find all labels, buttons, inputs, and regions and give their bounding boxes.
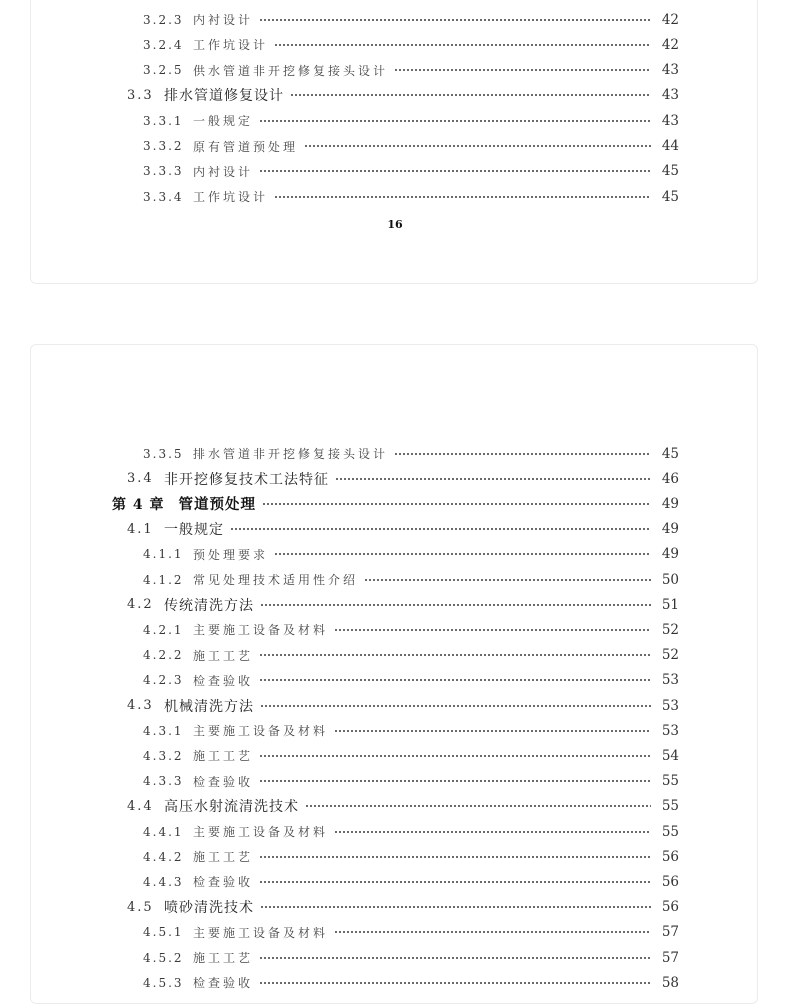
toc-entry[interactable] <box>0 920 790 945</box>
toc-entry-number: 4.5 <box>127 899 154 915</box>
toc-entry-page: 43 <box>661 112 679 129</box>
toc-entry-title: 检查验收 <box>193 673 254 688</box>
page-number: 16 <box>387 218 403 231</box>
toc-entry-page: 55 <box>661 773 679 790</box>
toc-entry[interactable] <box>0 7 790 32</box>
dot-leader <box>334 831 651 833</box>
toc-entry-title: 施工工艺 <box>193 648 254 663</box>
toc-entry-title: 内衬设计 <box>193 164 254 179</box>
toc-entry-page: 49 <box>661 521 679 538</box>
dot-leader <box>364 579 651 581</box>
toc-entry[interactable] <box>0 819 790 844</box>
toc-entry-page: 55 <box>661 823 679 840</box>
toc-entry-number: 3.2.3 <box>143 12 184 27</box>
toc-entry-title: 一般规定 <box>164 522 224 539</box>
toc-entry-title: 排水管道非开挖修复接头设计 <box>193 447 389 461</box>
toc-entry[interactable] <box>0 743 790 768</box>
toc-entry[interactable] <box>0 134 790 159</box>
dot-leader <box>394 69 651 71</box>
toc-entry-title: 机械清洗方法 <box>164 698 254 715</box>
toc-entry-number: 3.3 <box>127 87 154 103</box>
toc-entry-number: 4.4.2 <box>143 849 184 864</box>
toc-entry-number: 4.3 <box>127 698 154 713</box>
toc-entry-number: 4.4.1 <box>143 824 184 839</box>
toc-entry-number: 4.5.1 <box>143 925 184 940</box>
toc-entry[interactable] <box>0 769 790 794</box>
toc-entry[interactable] <box>0 668 790 693</box>
toc-entry-number: 3.3.1 <box>143 113 184 128</box>
dot-leader <box>259 120 651 122</box>
toc-entry-title: 施工工艺 <box>193 749 254 764</box>
toc-entry[interactable] <box>0 567 790 592</box>
dot-leader <box>230 528 651 530</box>
dot-leader <box>259 881 651 883</box>
toc-entry-page: 43 <box>661 62 679 79</box>
toc-entry-number: 3.3.4 <box>143 189 184 204</box>
dot-leader <box>335 478 651 480</box>
dot-leader <box>259 755 651 757</box>
toc-entry-title: 排水管道修复设计 <box>164 88 284 105</box>
toc-entry-page: 56 <box>661 873 679 890</box>
dot-leader <box>274 44 651 46</box>
toc-entry-title: 一般规定 <box>193 114 254 129</box>
toc-entry-number: 3.3.3 <box>143 164 184 179</box>
toc-entry-page: 49 <box>661 495 679 512</box>
toc-entry[interactable] <box>0 869 790 894</box>
toc-entry-number: 4.3.1 <box>143 723 184 738</box>
toc-entry-title: 原有管道预处理 <box>193 139 299 154</box>
toc-entry-number: 4.5.3 <box>143 975 184 990</box>
toc-entry-number: 3.2.4 <box>143 37 184 52</box>
toc-entry-page: 53 <box>661 722 679 739</box>
toc-entry-page: 50 <box>661 571 679 588</box>
toc-entry[interactable] <box>0 83 790 108</box>
toc-entry-number: 4.1.1 <box>143 547 184 562</box>
toc-entry-number: 4.3.2 <box>143 748 184 763</box>
toc-entry-page: 45 <box>661 445 679 462</box>
toc-entry-title: 检查验收 <box>193 976 254 991</box>
toc-entry[interactable] <box>0 718 790 743</box>
toc-entry[interactable] <box>0 491 790 516</box>
toc-entry-page: 54 <box>661 747 679 764</box>
toc-entry-number: 4.4 <box>127 798 154 814</box>
toc-entry-number: 4.1 <box>127 521 154 537</box>
toc-entry-page: 46 <box>661 470 679 487</box>
toc-entry-number: 3.4 <box>127 471 154 487</box>
toc-entry[interactable] <box>0 693 790 718</box>
toc-entry[interactable] <box>0 441 790 466</box>
toc-entry-title: 施工工艺 <box>193 951 254 965</box>
dot-leader <box>274 553 651 555</box>
toc-entry-page: 44 <box>661 138 679 154</box>
toc-entry[interactable] <box>0 794 790 819</box>
toc-entry-number: 4.5.2 <box>143 950 184 965</box>
toc-entry-number: 4.2 <box>127 597 154 613</box>
dot-leader <box>304 145 651 147</box>
dot-leader <box>259 982 651 984</box>
toc-entry-page: 55 <box>661 798 679 815</box>
dot-leader <box>260 604 651 606</box>
toc-entry-page: 42 <box>661 11 679 28</box>
toc-entry-title: 检查验收 <box>193 875 254 890</box>
toc-entry[interactable] <box>0 542 790 567</box>
toc-entry-number: 3.3.5 <box>143 446 184 461</box>
toc-entry-page: 53 <box>661 672 679 689</box>
toc-entry[interactable] <box>0 617 790 642</box>
toc-entry-number: 4.3.3 <box>143 774 184 789</box>
toc-entry-page: 45 <box>661 163 679 180</box>
toc-entry-page: 56 <box>661 848 679 865</box>
toc-entry-page: 52 <box>661 647 679 664</box>
toc-entry-title: 工作坑设计 <box>193 38 269 53</box>
toc-entry-number: 3.2.5 <box>143 63 184 78</box>
toc-entry[interactable] <box>0 844 790 869</box>
toc-entry-number: 4.2.2 <box>143 648 184 663</box>
toc-entry-title: 常见处理技术适用性介绍 <box>193 573 359 587</box>
dot-leader <box>334 629 651 631</box>
toc-entry-title: 主要施工设备及材料 <box>193 925 329 940</box>
dot-leader <box>260 705 651 707</box>
toc-entry-title: 主要施工设备及材料 <box>193 825 329 839</box>
dot-leader <box>259 679 651 681</box>
toc-entry-page: 57 <box>661 949 679 966</box>
toc-entry[interactable] <box>0 159 790 184</box>
toc-entry-title: 检查验收 <box>193 774 254 789</box>
toc-entry-title: 预处理要求 <box>193 547 269 562</box>
toc-entry[interactable] <box>0 184 790 209</box>
toc-entry-page: 58 <box>661 974 679 991</box>
toc-entry-page: 57 <box>661 924 679 941</box>
dot-leader <box>260 906 651 908</box>
dot-leader <box>259 654 651 656</box>
toc-entry-page: 51 <box>661 596 679 613</box>
dot-leader <box>290 94 651 96</box>
toc-entry-page: 53 <box>661 697 679 714</box>
toc-entry[interactable] <box>0 32 790 57</box>
toc-entry-number: 4.2.3 <box>143 673 184 688</box>
dot-leader <box>259 856 651 858</box>
toc-entry-number: 4.4.3 <box>143 874 184 889</box>
toc-entry[interactable] <box>0 466 790 491</box>
dot-leader <box>259 780 651 782</box>
dot-leader <box>334 730 651 732</box>
toc-entry-page: 49 <box>661 546 679 563</box>
toc-entry-page: 42 <box>661 36 679 53</box>
dot-leader <box>259 957 651 959</box>
dot-leader <box>394 453 651 455</box>
toc-entry-page: 43 <box>661 87 679 104</box>
toc-entry[interactable] <box>0 970 790 995</box>
dot-leader <box>274 196 651 198</box>
toc-entry-page: 52 <box>661 621 679 638</box>
toc-entry-title: 高压水射流清洗技术 <box>164 799 299 816</box>
toc-entry-title: 内衬设计 <box>193 13 254 27</box>
toc-entry-title: 喷砂清洗技术 <box>164 900 254 917</box>
toc-entry-title: 供水管道非开挖修复接头设计 <box>193 63 389 78</box>
toc-entry[interactable] <box>0 945 790 970</box>
toc-entry[interactable] <box>0 58 790 83</box>
toc-entry-number: 3.3.2 <box>143 139 184 153</box>
dot-leader <box>262 503 651 505</box>
toc-entry-title: 管道预处理 <box>178 496 256 514</box>
dot-leader <box>334 931 651 933</box>
toc-entry[interactable] <box>0 643 790 668</box>
toc-entry-title: 主要施工设备及材料 <box>193 724 329 739</box>
toc-entry-number: 第 4 章 <box>112 496 165 513</box>
toc-entry[interactable] <box>0 517 790 542</box>
toc-entry[interactable] <box>0 592 790 617</box>
toc-entry-number: 4.1.2 <box>143 572 184 587</box>
toc-entry-page: 45 <box>661 188 679 205</box>
toc-entry-title: 施工工艺 <box>193 850 254 865</box>
toc-entry-title: 传统清洗方法 <box>164 597 254 614</box>
toc-entry-page: 56 <box>661 899 679 916</box>
toc-entry-number: 4.2.1 <box>143 622 184 637</box>
toc-entry-title: 主要施工设备及材料 <box>193 623 329 638</box>
dot-leader <box>305 805 651 807</box>
toc-entry-title: 工作坑设计 <box>193 190 269 205</box>
dot-leader <box>259 170 651 172</box>
toc-entry-title: 非开挖修复技术工法特征 <box>164 471 329 488</box>
toc-entry[interactable] <box>0 108 790 133</box>
toc-entry[interactable] <box>0 895 790 920</box>
dot-leader <box>259 19 651 21</box>
